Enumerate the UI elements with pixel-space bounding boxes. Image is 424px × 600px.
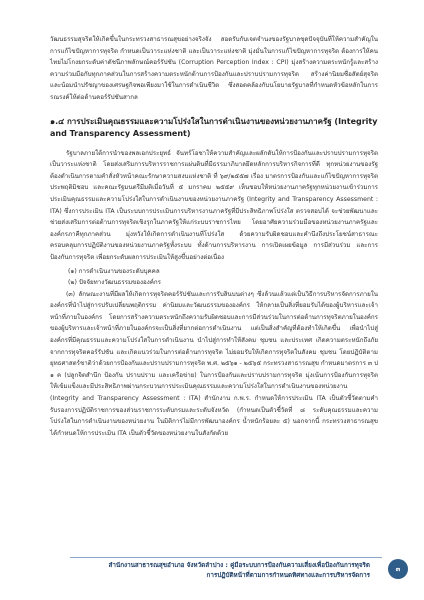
page-number: ๓ <box>388 559 408 579</box>
section-heading: ๑.๔ การประเมินคุณธรรมและความโปร่งใสในการดำเนินงานของหน่วยงานภาครัฐ (Integrity and Transparency Assessment) <box>50 116 378 139</box>
page-footer <box>0 555 424 585</box>
list-item-2: (๒) ปัจจัยทางวัฒนธรรมขององค์กร <box>68 279 161 287</box>
footer-text <box>109 561 370 580</box>
footer-divider <box>70 557 382 558</box>
page-content <box>50 34 378 439</box>
list-item-1: (๑) การดำเนินงานของระดับบุคคล <box>68 267 160 275</box>
footer-line-2: การปฏิบัติหน้าที่ตามการกำหนดทิศทางและการบริหารจัดการ <box>206 571 370 579</box>
paragraph-3: (๓) ลักษณะงานที่มีผลให้เกิดการทุจริตคอร์รัปชันและการรับสินบนต่างๆ ซึ่งล้วนแล้วแต่เป็นวิธีการบริหารจัดการภายในองค์กรที่นำไปสู่การปรับเปลี่ยนพฤติกรรม ค่านิยมและวัฒนธรรมขององค์กร ให้กลายเป็นสิ่งที่ยอมรับได้ของผู้บริหารและเจ้าหน้าที่ภายในองค์กร โดยการสร้างความตระหนักถึงความรับผิดชอบและการมีส่วนร่วมในการต่อต้านการทุจริตภายในองค์กรของผู้บริหารและเจ้าหน้าที่ภายในองค์กรจะเป็นสิ่งที่ยากต่อการดำเนินงาน แต่เป็นสิ่งสำคัญที่ต้องทำให้เกิดขึ้น เพื่อนำไปสู่องค์กรที่มีคุณธรรมและความโปร่งใสในการดำเนินงาน นำไปสู่การทำให้สังคม ชุมชน และประเทศ เกิดความตระหนักถึงภัยจากการทุจริตคอร์รัปชัน และเกิดแนวร่วมในการต่อต้านการทุจริต ไม่ยอมรับให้เกิดการทุจริตในสังคม ชุมชน โดยปฏิบัติตามยุทธศาสตร์ชาติว่าด้วยการป้องกันและปราบปรามการทุจริต พ.ศ. ๒๕๖๑ - ๒๕๖๕ กระทรวงสาธารณสุข กำหนดมาตรการ ๓ ป ๑ ค (ปลูกจิตสำนึก ป้องกัน ปราบปราม และเครือข่าย) ในการป้องกันและปราบปรามการทุจริต มุ่งเน้นการป้องกันการทุจริต ให้เข้มแข็งและมีประสิทธิภาพผ่านกระบวนการประเมินคุณธรรมและความโปร่งใสในการดำเนินงานของหน่วยงาน (Integrity and Transparency Assessment : ITA) สำนักงาน ก.พ.ร. กำหนดให้การประเมิน ITA เป็นตัวชี้วัดตามคำรับรองการปฏิบัติราชการของส่วนราชการระดับกรมและระดับจังหวัด (กำหนดเป็นตัวชี้วัดที่ ๘ ระดับคุณธรรมและความโปร่งใสในการดำเนินงานของหน่วยงาน ในมิติการไม่มีการพัฒนาองค์กร น้ำหนักร้อยละ ๕) นอกจากนี้ กระทรวงสาธารณสุขได้กำหนดให้การประเมิน ITA เป็นตัวชี้วัดของหน่วยงานในสังกัดด้วย <box>50 290 378 437</box>
footer-line-1: สำนักงานสาธารณสุขอำเภอ จังหวัดลำปาง : คู่มือระบบการป้องกันความเสี่ยงเพื่อป้องกันการทุจริต <box>108 562 370 569</box>
paragraph-1: วัฒนธรรมสุจริตให้เกิดขึ้นในกระทรวงสาธารณสุขอย่างจริงจัง สอดรับกับเจตจำนงของรัฐบาลชุดปัจจุบันที่ให้ความสำคัญในการแก้ไขปัญหาการทุจริต กำหนดเป็นวาระแห่งชาติ และเป็นวาระแห่งชาติ มุ่งมั่นในการแก้ไขปัญหาการทุจริต ต้องการให้คนไทยไม่โกงยกระดับค่าดัชนีภาพลักษณ์คอร์รัปชัน (Corruption Perception Index : CPI) มุ่งสร้างความตระหนักรู้และสร้างความร่วมมือกับทุกภาคส่วนในการสร้างความตระหนักด้านการป้องกันและปราบปรามการทุจริต สร้างค่านิยมซื่อสัตย์สุจริตและน้อมนำปรัชญาของเศรษฐกิจพอเพียงมาใช้ในการดำเนินชีวิต ซึ่งสอดคล้องกับนโยบายรัฐบาลที่กำหนดหัวข้อหลักในการรณรงค์ให้ต่อต้านคอร์รัปชันสากล <box>50 36 378 101</box>
paragraph-2: รัฐบาลภายใต้การนำของพลเอกประยุทธ์ จันทร์โอชาให้ความสำคัญและผลักดันให้การป้องกันและปราบปรามการทุจริตเป็นวาระแห่งชาติ โดยส่งเสริมการบริหารราชการแผ่นดินที่มีธรรมาภิบาลยึดหลักการบริหารกิจการที่ดี ทุกหน่วยงานของรัฐต้องดำเนินการตามคำสั่งหัวหน้าคณะรักษาความสงบแห่งชาติ ที่ ๖๙/๒๕๕๗ เรื่อง มาตรการป้องกันและแก้ไขปัญหาการทุจริตประพฤติมิชอบ และคณะรัฐมนตรีมีมติเมื่อวันที่ ๕ มกราคม ๒๕๕๙ เห็นชอบให้หน่วยงานภาครัฐทุกหน่วยงานเข้าร่วมการประเมินคุณธรรมและความโปร่งใสในการดำเนินงานของหน่วยงานภาครัฐ (Integrity and Transparency Assessment : ITA) ซึ่งการประเมิน ITA เป็นระบบการประเมินการบริหารงานภาครัฐที่มีประสิทธิภาพโปร่งใส ตรวจสอบได้ จะช่วยพัฒนาและช่วยส่งเสริมการต่อต้านการทุจริตเชิงรุกในภาครัฐให้แก่ระบบราชการไทย โดยอาศัยความร่วมมือของหน่วยงานภาครัฐและองค์กรภาคีทุกภาคส่วน มุ่งหวังให้เกิดการดำเนินงานที่โปร่งใส ด้วยความรับผิดชอบและคำนึงถึงประโยชน์สาธารณะ ครอบคลุมการปฏิบัติงานของหน่วยงานภาครัฐทั้งระบบ ทั้งด้านการบริหารงาน การเปิดเผยข้อมูล การมีส่วนร่วม และการป้องกันการทุจริต เพื่อยกระดับผลการประเมินให้สูงขึ้นอย่างต่อเนื่อง <box>50 149 378 261</box>
